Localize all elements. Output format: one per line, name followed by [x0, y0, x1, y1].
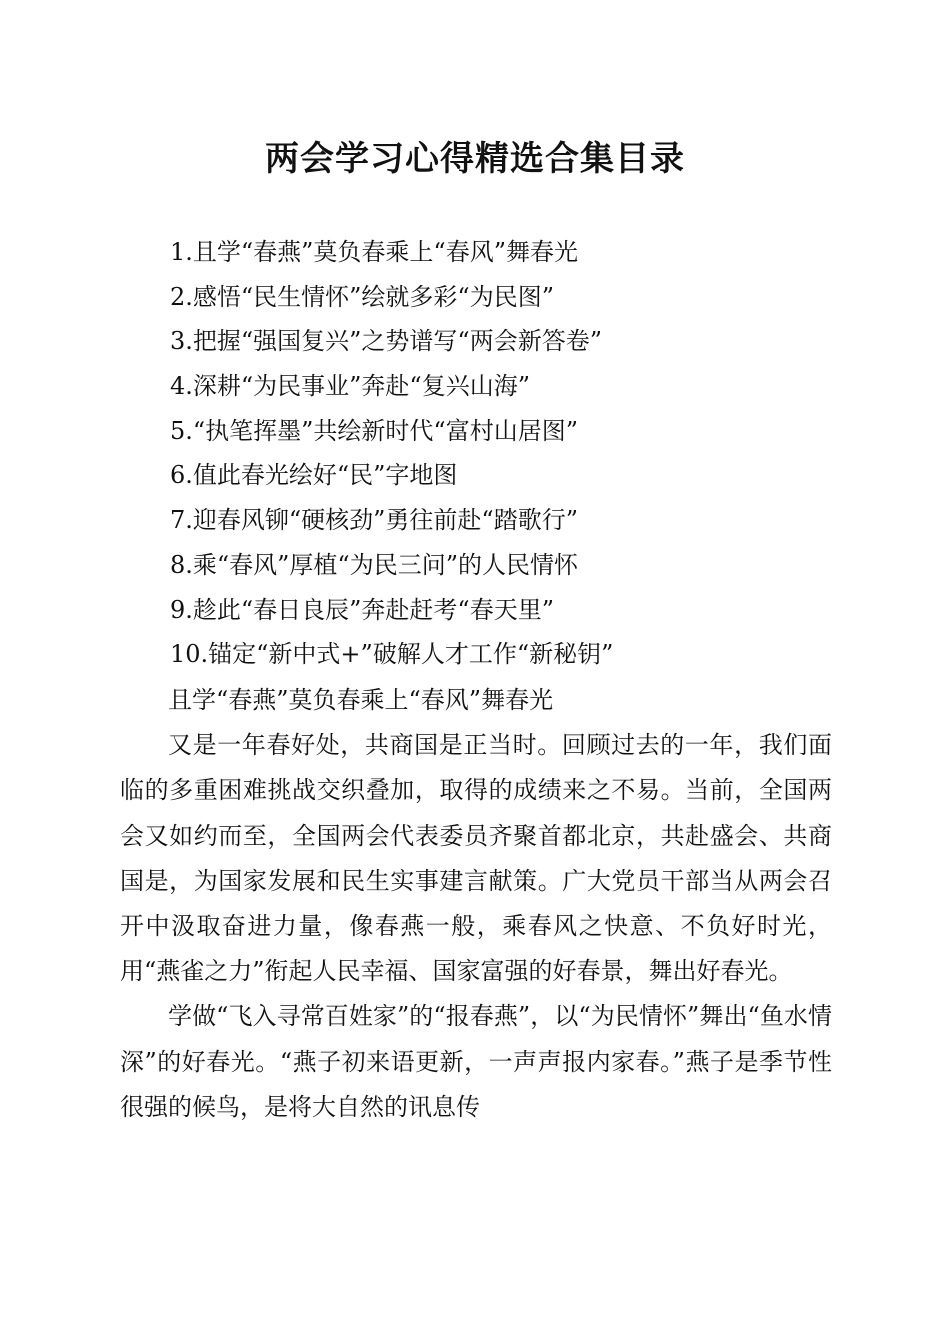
body-paragraph: 学做“飞入寻常百姓家”的“报春燕”，以“为民情怀”舞出“鱼水情深”的好春光。“燕子初来语更新，一声声报内家春。”燕子是季节性很强的候鸟，是将大自然的讯息传: [120, 1002, 832, 1121]
document-title: 两会学习心得精选合集目录: [265, 139, 685, 179]
body-paragraph: 又是一年春好处，共商国是正当时。回顾过去的一年，我们面临的多重困难挑战交织叠加，取得的成绩来之不易。当前，全国两会又如约而至，全国两会代表委员齐聚首都北京，共赴盛会、共商国是，为国家发展和民生实事建言献策。广大党员干部当从两会召开中汲取奋进力量，像春燕一般，乘春风之快意、不负好时光，用“燕雀之力”衔起人民幸福、国家富强的好春景，舞出好春光。: [120, 731, 832, 986]
toc-item: 10.锚定“新中式+”破解人才工作“新秘钥”: [170, 640, 614, 669]
section-heading: 且学“春燕”莫负春乘上“春风”舞春光: [168, 686, 554, 714]
toc-item: 9.趁此“春日良辰”奔赴赶考“春天里”: [170, 595, 554, 624]
document-body: [120, 678, 832, 1130]
toc-item: 8.乘“春风”厚植“为民三问”的人民情怀: [170, 550, 578, 579]
toc-item: 1.且学“春燕”莫负春乘上“春风”舞春光: [170, 238, 578, 266]
table-of-contents: [170, 230, 870, 677]
toc-item: 2.感悟“民生情怀”绘就多彩“为民图”: [170, 282, 554, 311]
toc-item: 7.迎春风铆“硬核劲”勇往前赴“踏歌行”: [170, 506, 578, 535]
toc-item: 4.深耕“为民事业”奔赴“复兴山海”: [170, 372, 530, 401]
toc-item: 3.把握“强国复兴”之势谱写“两会新答卷”: [170, 327, 602, 356]
toc-item: 6.值此春光绘好“民”字地图: [170, 461, 458, 490]
toc-item: 5.“执笔挥墨”共绘新时代“富村山居图”: [170, 416, 578, 445]
